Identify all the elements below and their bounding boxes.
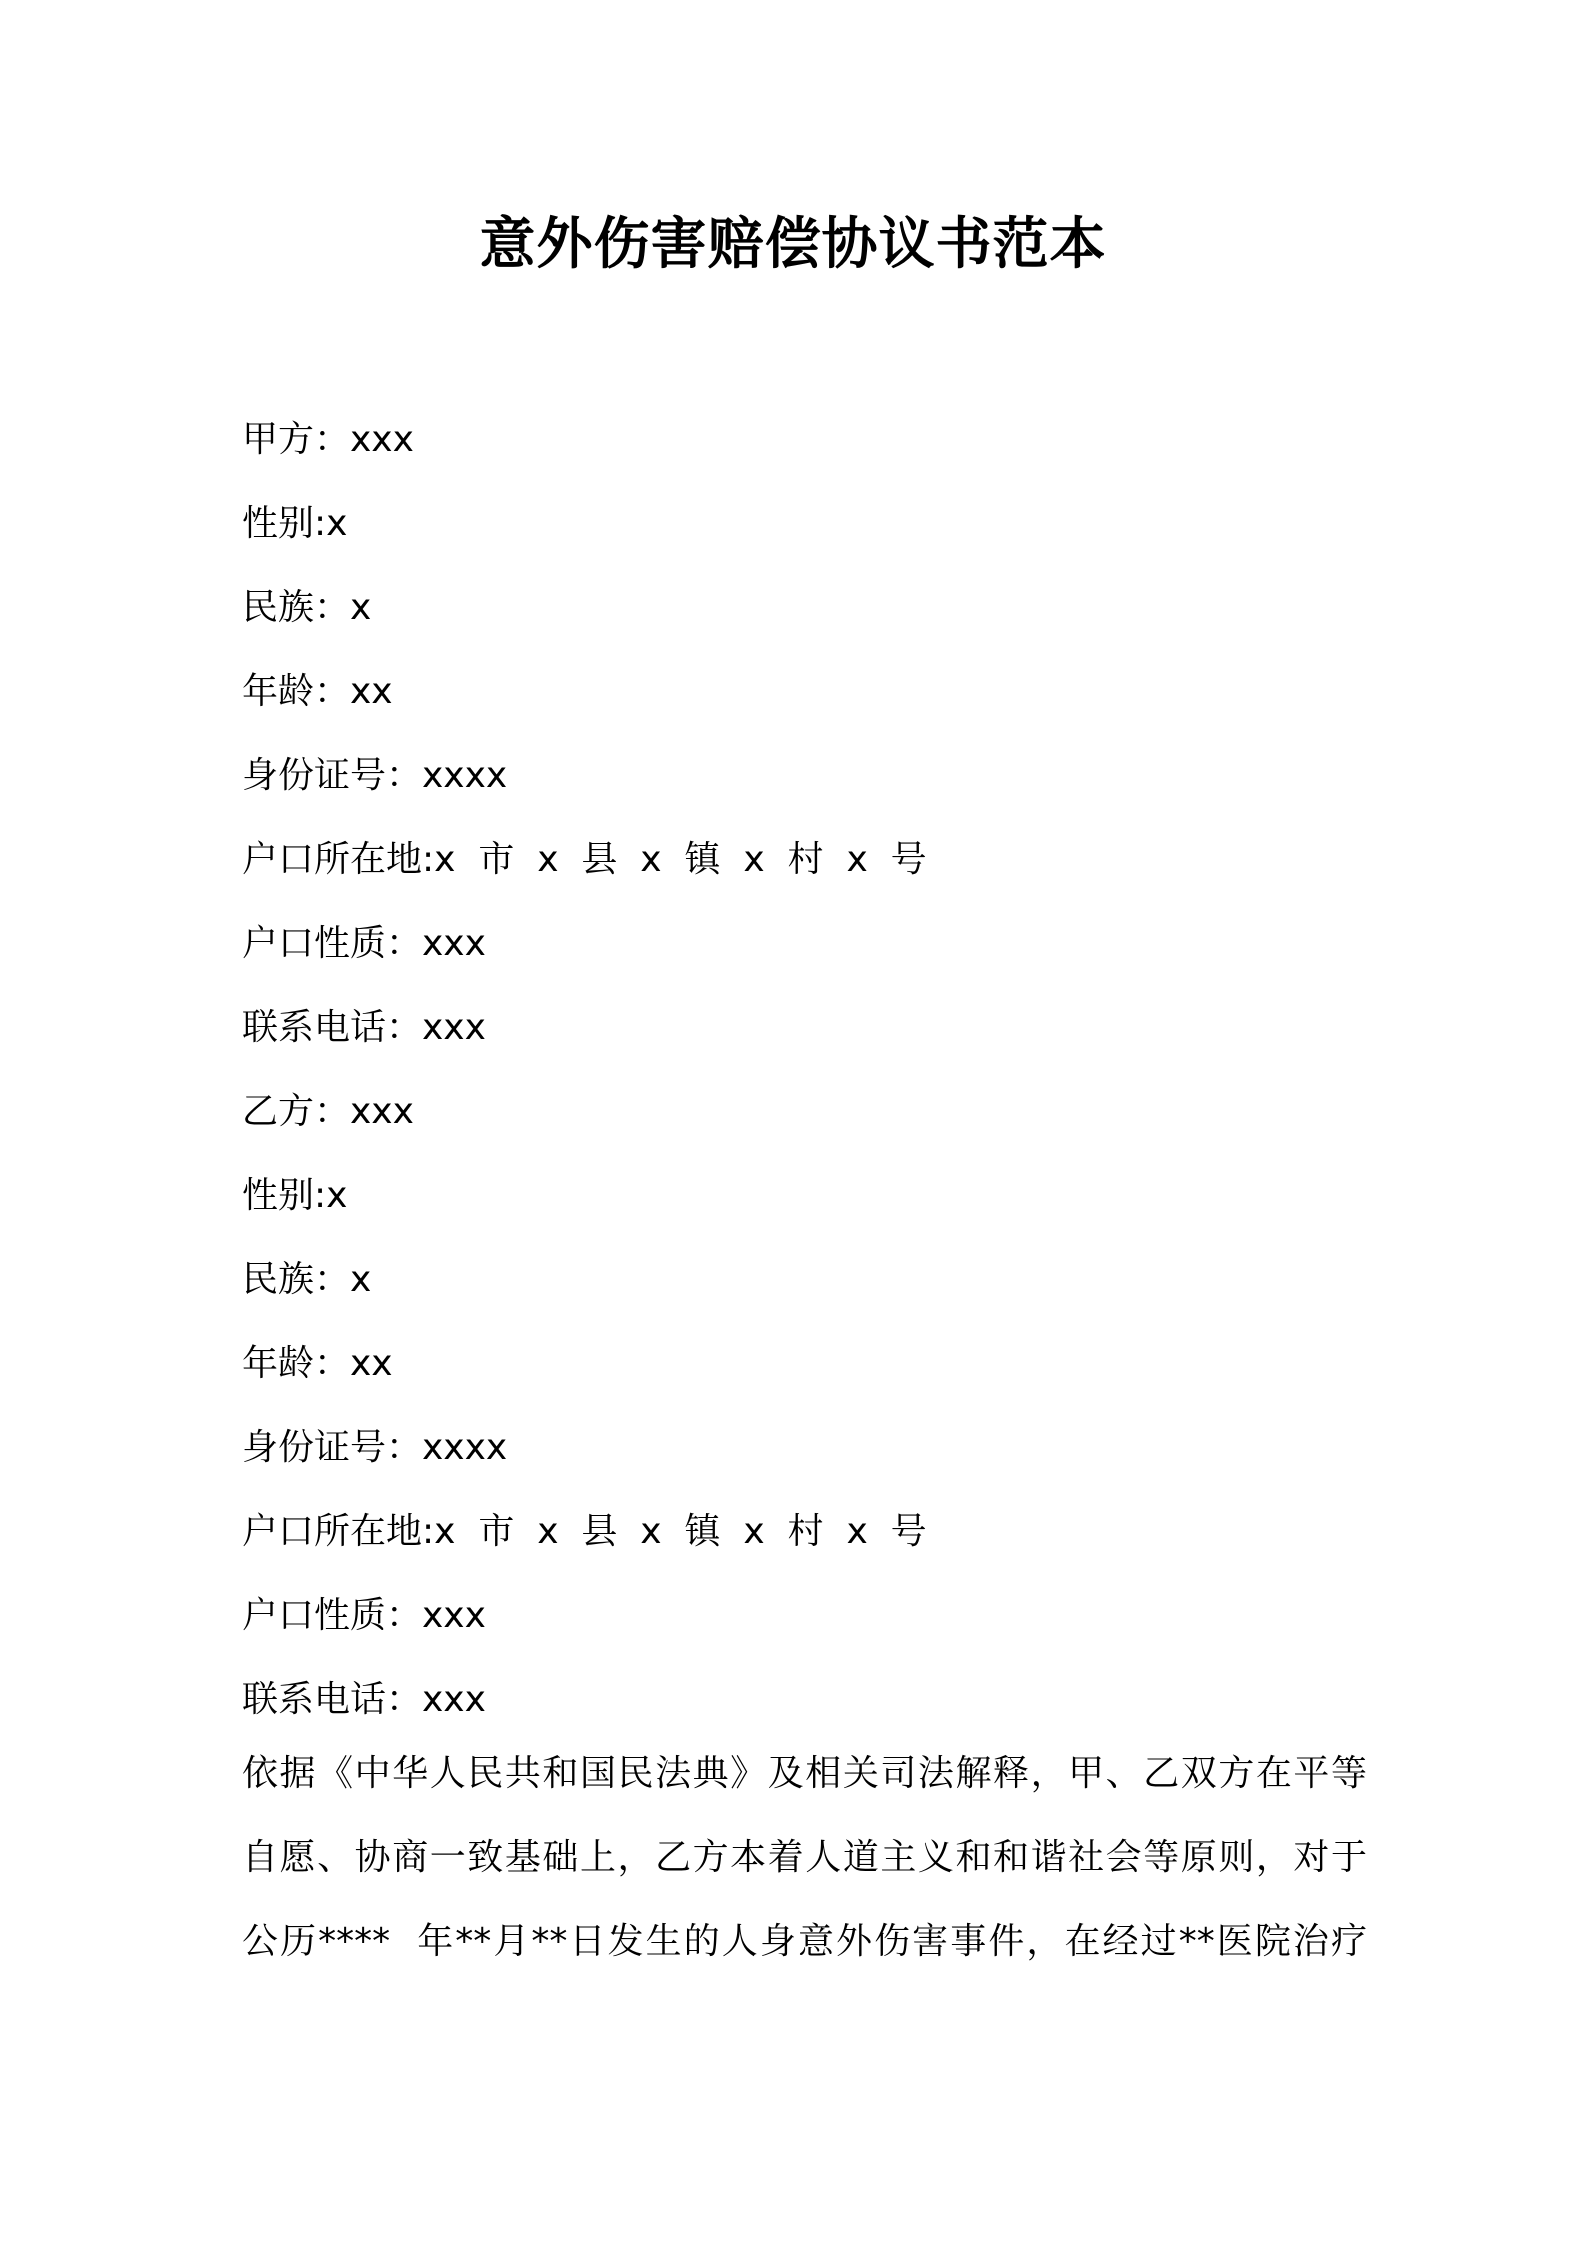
party-a-residence-type: 户口性质：xxx xyxy=(242,923,486,964)
party-a-name: 甲方：xxx xyxy=(242,419,414,460)
party-b-gender: 性别:x xyxy=(242,1175,348,1216)
body-paragraph-line: 公历**** 年**月**日发生的人身意外伤害事件，在经过**医院治疗 xyxy=(242,1921,1367,1962)
party-a-age: 年龄：xx xyxy=(242,671,393,712)
party-b-name: 乙方：xxx xyxy=(242,1091,414,1132)
party-b-age: 年龄：xx xyxy=(242,1343,393,1384)
party-b-ethnicity: 民族：x xyxy=(242,1259,372,1300)
party-b-id-number: 身份证号：xxxx xyxy=(242,1427,508,1468)
body-paragraph-line: 依据《中华人民共和国民法典》及相关司法解释，甲、乙双方在平等 xyxy=(242,1753,1367,1794)
party-a-residence: 户口所在地:x 市 x 县 x 镇 x 村 x 号 xyxy=(242,839,927,880)
party-a-phone: 联系电话：xxx xyxy=(242,1007,486,1048)
party-b-residence: 户口所在地:x 市 x 县 x 镇 x 村 x 号 xyxy=(242,1511,927,1552)
body-paragraph-line: 自愿、协商一致基础上，乙方本着人道主义和和谐社会等原则，对于 xyxy=(242,1837,1367,1878)
party-a-id-number: 身份证号：xxxx xyxy=(242,755,508,796)
document-title: 意外伤害赔偿协议书范本 xyxy=(479,212,1107,277)
party-a-gender: 性别:x xyxy=(242,503,348,544)
party-b-residence-type: 户口性质：xxx xyxy=(242,1595,486,1636)
party-info-list xyxy=(242,398,1362,1742)
agreement-body xyxy=(242,1732,1367,1984)
party-b-phone: 联系电话：xxx xyxy=(242,1679,486,1720)
party-a-ethnicity: 民族：x xyxy=(242,587,372,628)
